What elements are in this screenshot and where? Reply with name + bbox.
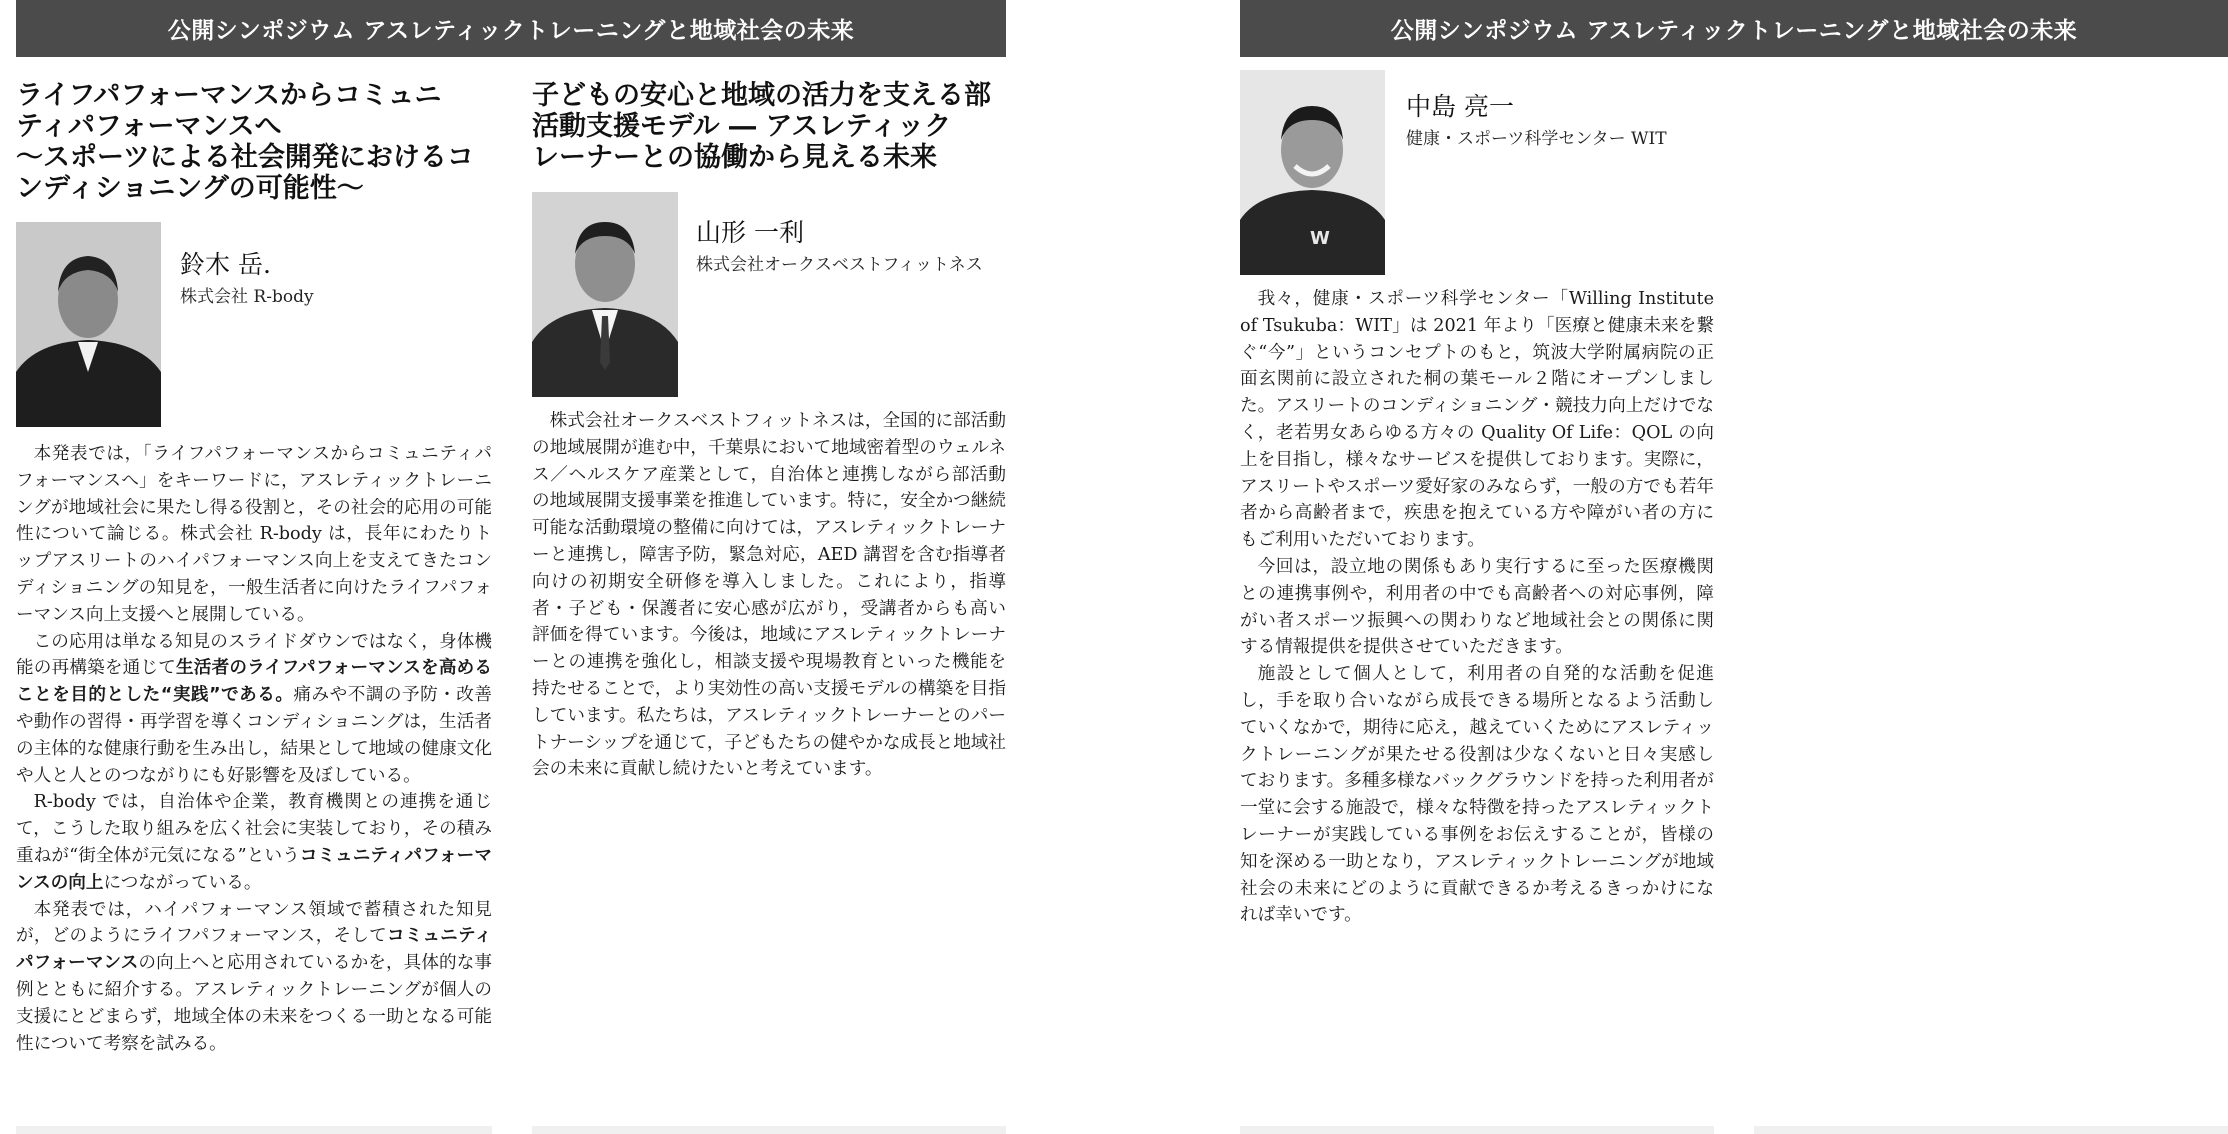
page-bottom-edge (1754, 1126, 2228, 1134)
portrait-placeholder-icon (532, 192, 678, 397)
speaker-block (180, 250, 480, 308)
title-line: レーナーとの協働から見える未来 (532, 142, 937, 173)
paragraph-text: 本発表では，ハイパフォーマンス領域で蓄積された知見が，どのようにライフパフォーマンス，そして (16, 899, 492, 947)
emphasized-text: 生活者のライフパフォーマンスを高めることを目的とした“実践”である。 (16, 658, 492, 706)
speaker-affiliation: 健康・スポーツ科学センター WIT (1406, 129, 1667, 149)
emphasized-text: コミュニティパフォーマンス (16, 926, 492, 974)
page-header: 公開シンポジウム アスレティックトレーニングと地域社会の未来 (1240, 0, 2228, 57)
speaker-block (696, 218, 1016, 276)
page-bottom-edge (16, 1126, 492, 1134)
paragraph-text: 株式会社オークスベストフィットネスは，全国的に部活動の地域展開が進む中，千葉県において地域密着型のウェルネス／ヘルスケア産業として，自治体と連携しながら部活動の地域展開支援事業を推進しています。特に，安全かつ継続可能な活動環境の整備に向けては，アスレティックトレーナーと連携し，障害予防，緊急対応，AED 講習を含む指導者向けの初期安全研修を導入しました。これにより，指導者・子ども・保護者に安心感が広がり，受講者からも高い評価を得ています。今後は，地域にアスレティックトレーナーとの連携を強化し，相談支援や現場教育といった機能を持たせることで，より実効性の高い支援モデルの構築を目指しています。私たちは，アスレティックトレーナーとのパートナーシップを通じて，子どもたちの健やかな成長と地域社会の未来に貢献し続けたいと考えています。 (532, 411, 1006, 780)
body-paragraph (532, 408, 1006, 783)
paragraph-text: 我々，健康・スポーツ科学センター「Willing Institute of Tsukuba：WIT」は 2021 年より「医療と健康未来を繋ぐ“今”」というコンセプトのもと，筑波大学附属病院の正面玄関前に設立された桐の葉モール２階にオープンしました。アスリートのコンディショニング・競技力向上だけでなく，老若男女あらゆる方々の Quality Of Life：QOL の向上を目指し，様々なサービスを提供しております。実際に，アスリートやスポーツ愛好家のみならず，一般の方でも若年者から高齢者まで，疾患を抱えている方や障がい者の方にもご利用いただいております。 (1240, 289, 1714, 551)
article-body (1240, 286, 1714, 929)
speaker-name: 山形 一利 (696, 218, 804, 247)
article-body (532, 408, 1006, 783)
body-paragraph (16, 789, 492, 896)
paragraph-text: の向上へと応用されているかを，具体的な事例とともに紹介する。アスレティックトレーニングが個人の支援にとどまらず，地域全体の未来をつくる一助となる可能性について考察を試みる。 (16, 953, 492, 1054)
page-bottom-edge (1240, 1126, 1714, 1134)
speaker-photo (532, 192, 678, 397)
paragraph-text: 施設として個人として，利用者の自発的な活動を促進し，手を取り合いながら成長できる場所となるよう活動していくなかで，期待に応え，越えていくためにアスレティックトレーニングが果たせる役割は少なくないと日々実感しております。多種多様なバックグラウンドを持った利用者が一堂に会する施設で，様々な特徴を持ったアスレティックトレーナーが実践している事例をお伝えすることが，皆様の知を深める一助となり，アスレティックトレーニングが地域社会の未来にどのように貢献できるか考えるきっかけになれば幸いです。 (1240, 664, 1714, 926)
page-bottom-edge (532, 1126, 1006, 1134)
title-line: 子どもの安心と地域の活力を支える部 (532, 80, 991, 111)
article-2 (532, 80, 1010, 173)
shirt-logo: W (1310, 228, 1330, 249)
title-line: ンディショニングの可能性～ (16, 173, 364, 204)
paragraph-text: 痛みや不調の予防・改善や動作の習得・再学習を導くコンディショニングは，生活者の主体的な健康行動を生み出し，結果として地域の健康文化や人と人とのつながりにも好影響を及ぼしている。 (16, 685, 492, 786)
article-title (532, 80, 1010, 173)
title-line: 活動支援モデル ― アスレティック (532, 111, 952, 142)
left-page (16, 0, 1006, 1134)
paragraph-text: R-body では，自治体や企業，教育機関との連携を通じて，こうした取り組みを広く社会に実装しており，その積み重ねが“街全体が元気になる”という (16, 792, 492, 866)
body-paragraph (1240, 286, 1714, 554)
right-page (1240, 0, 2228, 1134)
title-line: ティパフォーマンスへ (16, 111, 282, 142)
speaker-name: 中島 亮一 (1406, 92, 1514, 121)
paragraph-text: 今回は，設立地の関係もあり実行するに至った医療機関との連携事例や，利用者の中でも高齢者への対応事例，障がい者スポーツ振興への関わりなど地域社会との関係に関する情報提供を提供させていただきます。 (1240, 556, 1714, 658)
title-line: ライフパフォーマンスからコミュニ (16, 80, 442, 111)
speaker-block (1406, 92, 1806, 150)
article-1 (16, 80, 494, 204)
paragraph-text: 本発表では，「ライフパフォーマンスからコミュニティパフォーマンスへ」をキーワードに，アスレティックトレーニングが地域社会に果たし得る役割と，その社会的応用の可能性について論じる。株式会社 R-body は，長年にわたりトップアスリートのハイパフォーマンス向上を支えてきたコンディショニングの知見を，一般生活者に向けたライフパフォーマンス向上支援へと展開している。 (16, 444, 492, 625)
portrait-placeholder-icon (16, 222, 161, 427)
body-paragraph (16, 441, 492, 629)
emphasized-text: コミュニティパフォーマンスの向上 (16, 845, 492, 893)
body-paragraph (1240, 661, 1714, 929)
article-title (16, 80, 494, 204)
body-paragraph (16, 897, 492, 1058)
speaker-affiliation: 株式会社 R-body (180, 287, 314, 307)
speaker-affiliation: 株式会社オークスベストフィットネス (696, 255, 983, 275)
page-header: 公開シンポジウム アスレティックトレーニングと地域社会の未来 (16, 0, 1006, 57)
title-line: ～スポーツによる社会開発におけるコ (16, 142, 474, 173)
speaker-photo (16, 222, 161, 427)
paragraph-text: この応用は単なる知見のスライドダウンではなく，身体機能の再構築を通じて (16, 631, 492, 679)
speaker-photo (1240, 70, 1385, 275)
article-body (16, 441, 492, 1057)
speaker-name: 鈴木 岳. (180, 250, 271, 279)
body-paragraph (1240, 554, 1714, 661)
paragraph-text: につながっている。 (103, 872, 262, 893)
body-paragraph (16, 629, 492, 790)
